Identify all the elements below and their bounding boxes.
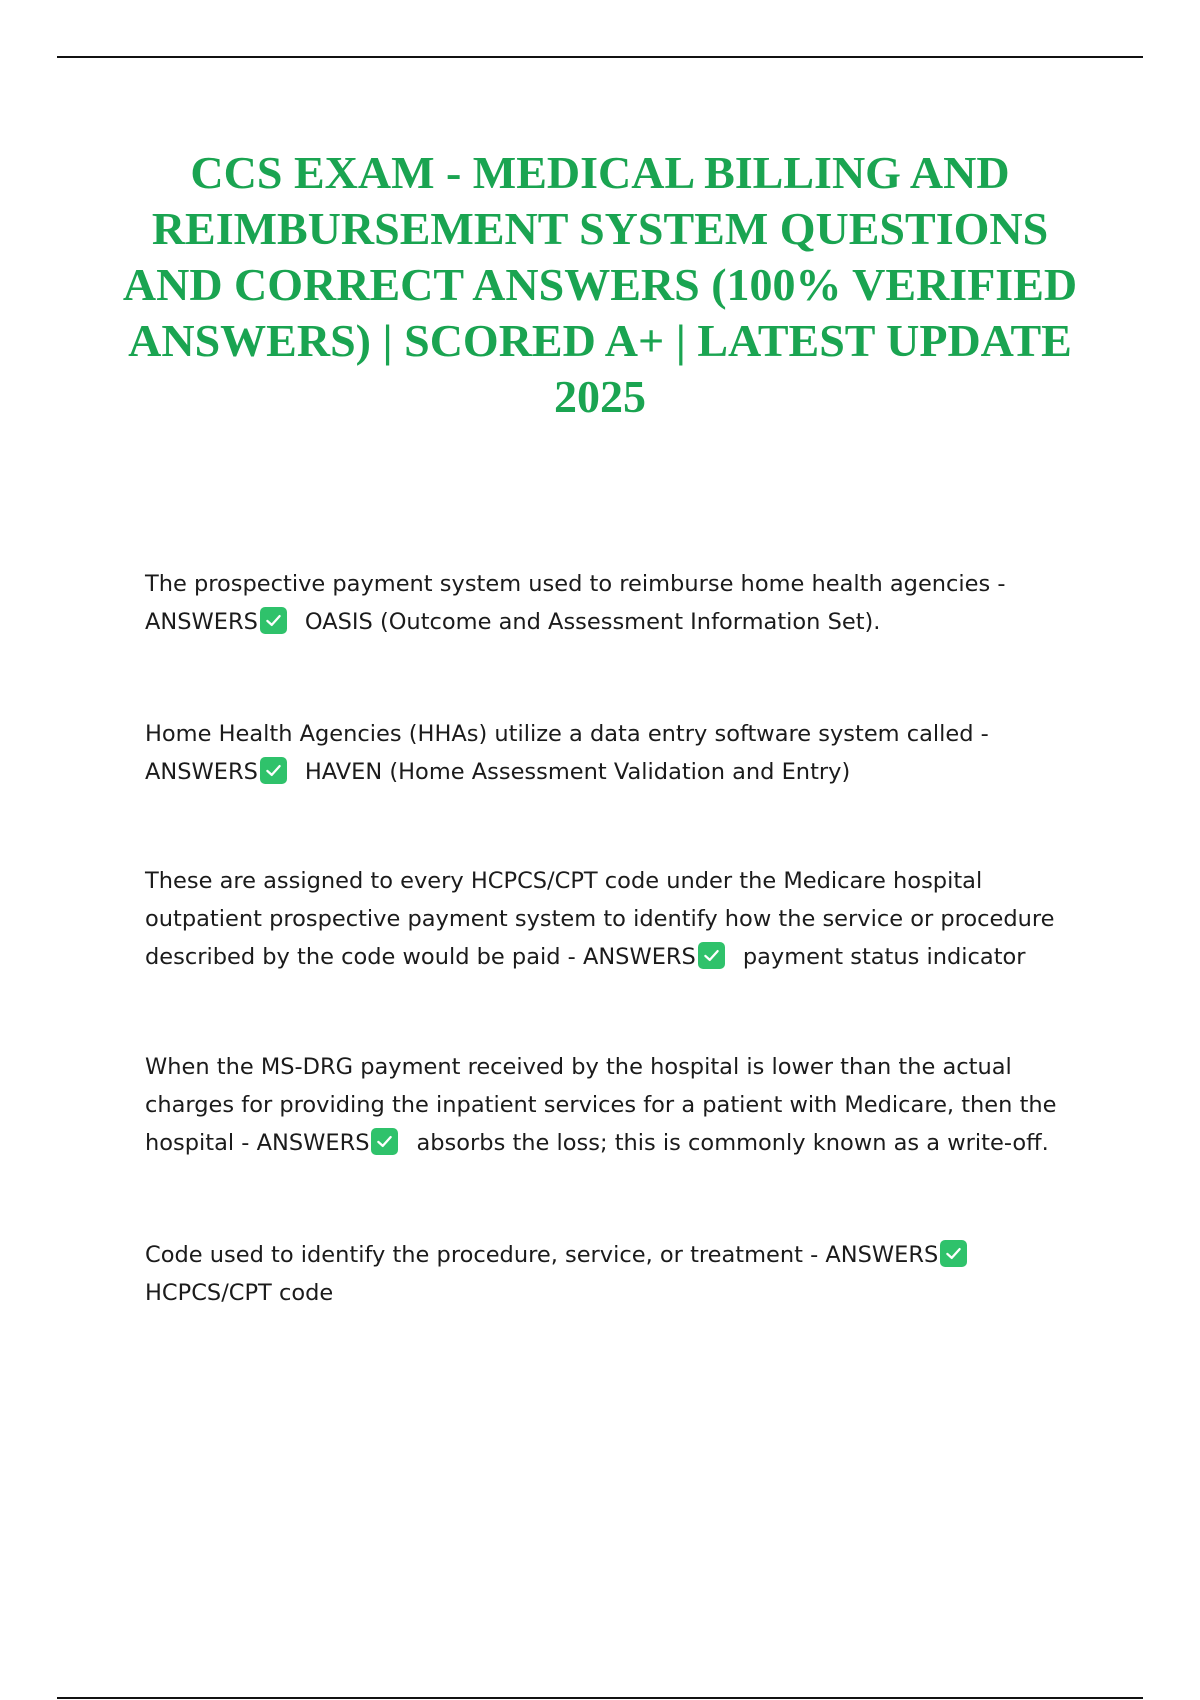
bottom-rule: [57, 1697, 1143, 1699]
qa-item-1: The prospective payment system used to reimburse home health agencies - ANSWERS OASIS (Outcome and Assessment Information Set).: [145, 571, 1013, 635]
qa-item-2: Home Health Agencies (HHAs) utilize a data entry software system called - ANSWERS HAVEN (Home Assessment Validation and Entry): [145, 721, 996, 785]
question-text: These are assigned to every HCPCS/CPT code under the Medicare hospital outpatient prospective payment system to identify how the service or procedure described by the code would be paid: [145, 868, 1055, 970]
answer-text: absorbs the loss; this is commonly known as a write-off.: [416, 1130, 1049, 1156]
answers-label: ANSWERS: [145, 759, 258, 785]
check-box-icon: [698, 942, 725, 969]
answer-text: OASIS (Outcome and Assessment Information Set).: [304, 609, 881, 635]
question-text: Home Health Agencies (HHAs) utilize a data entry software system called: [145, 721, 974, 747]
top-rule: [57, 56, 1143, 58]
answers-label: ANSWERS: [825, 1242, 939, 1268]
answer-text: HCPCS/CPT code: [145, 1280, 334, 1306]
question-text: When the MS-DRG payment received by the hospital is lower than the actual charges for providing the inpatient services for a patient with Medicare, then the hospital: [145, 1054, 1057, 1156]
question-text: Code used to identify the procedure, service, or treatment: [145, 1242, 803, 1268]
question-text: The prospective payment system used to reimburse home health agencies: [145, 571, 991, 597]
check-box-icon: [260, 757, 287, 784]
qa-item-4: When the MS-DRG payment received by the hospital is lower than the actual charges for providing the inpatient services for a patient with Medicare, then the hospital - ANSWERS absorbs the loss; this is commonly known as a write-off.: [145, 1054, 1057, 1156]
answer-text: payment status indicator: [742, 944, 1026, 970]
check-box-icon: [371, 1128, 398, 1155]
answers-label: ANSWERS: [582, 944, 696, 970]
document-title: CCS EXAM - MEDICAL BILLING AND REIMBURSEMENT SYSTEM QUESTIONS AND CORRECT ANSWERS (100% VERIFIED ANSWERS) | SCORED A+ | LATEST UPDATE 2025: [122, 147, 1078, 422]
answer-text: HAVEN (Home Assessment Validation and Entry): [304, 759, 851, 785]
answers-label: ANSWERS: [145, 609, 258, 635]
qa-item-5: Code used to identify the procedure, service, or treatment - ANSWERS HCPCS/CPT code: [145, 1236, 1085, 1312]
answers-label: ANSWERS: [256, 1130, 370, 1156]
check-box-icon: [940, 1240, 967, 1267]
check-box-icon: [260, 607, 287, 634]
qa-item-3: These are assigned to every HCPCS/CPT code under the Medicare hospital outpatient prospective payment system to identify how the service or procedure described by the code would be paid - ANSWERS payment status indicator: [145, 868, 1055, 970]
